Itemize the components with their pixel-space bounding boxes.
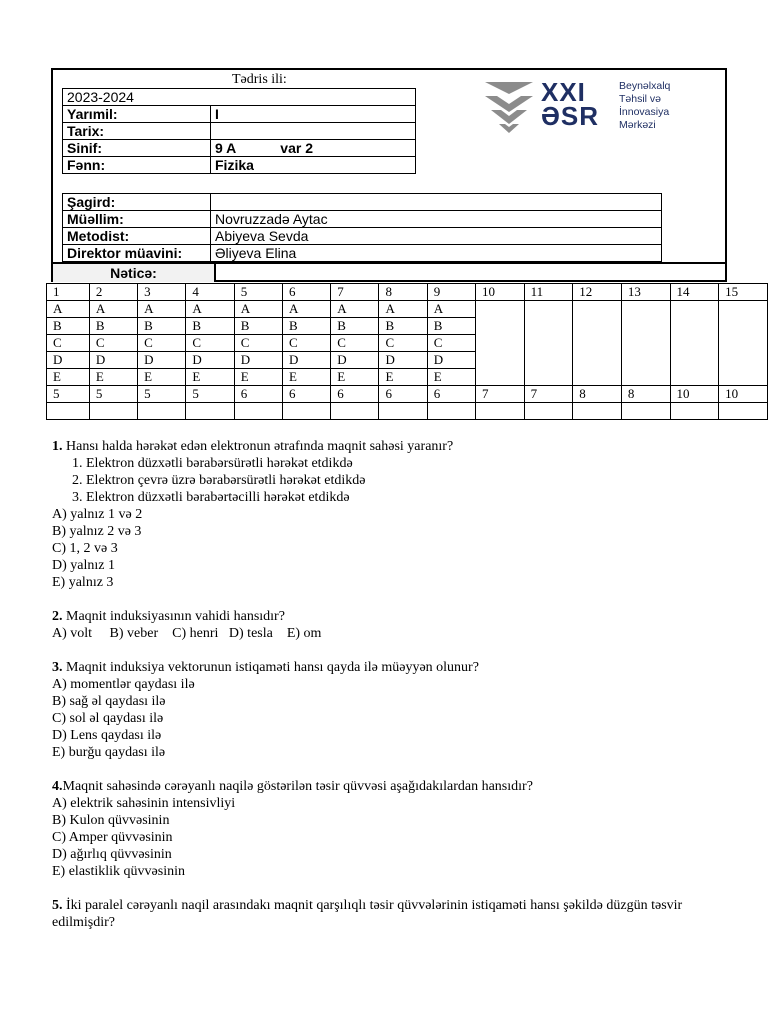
answer-grid-option-cell[interactable]: C — [47, 335, 90, 352]
question-1-option-d: D) yalnız 1 — [52, 558, 115, 573]
answer-grid-question-number: 1 — [47, 284, 90, 301]
answer-grid-points-cell: 6 — [282, 386, 330, 403]
answer-grid-option-cell[interactable]: E — [89, 369, 137, 386]
question-5-number: 5. — [52, 898, 63, 913]
answer-grid-option-cell[interactable]: A — [47, 301, 90, 318]
subject-value: Fizika — [211, 157, 416, 174]
answer-grid-points-cell: 6 — [427, 386, 475, 403]
answer-grid-option-cell[interactable]: B — [186, 318, 234, 335]
answer-grid-score-cell[interactable] — [427, 403, 475, 420]
question-4-option-d: D) ağırlıq qüvvəsinin — [52, 847, 172, 862]
logo-wordmark — [541, 77, 599, 131]
answer-grid-question-number: 11 — [524, 284, 573, 301]
answer-grid-option-cell[interactable]: D — [427, 352, 475, 369]
question-5 — [52, 897, 722, 931]
answer-grid-option-cell[interactable]: B — [89, 318, 137, 335]
logo-caption-line-2: Təhsil və — [619, 93, 662, 105]
class-name: 9 A — [215, 140, 237, 156]
methodist-value: Abiyeva Sevda — [211, 228, 662, 245]
answer-grid-points-cell: 5 — [89, 386, 137, 403]
methodist-label: Metodist: — [63, 228, 211, 245]
logo-caption — [619, 80, 670, 132]
logo-caption-line-4: Mərkəzi — [619, 119, 656, 131]
question-4-option-c: C) Amper qüvvəsinin — [52, 830, 173, 845]
answer-grid-option-cell[interactable]: E — [331, 369, 379, 386]
answer-grid-option-cell[interactable]: E — [47, 369, 90, 386]
question-3-option-d: D) Lens qaydası ilə — [52, 728, 162, 743]
answer-grid-score-cell[interactable] — [138, 403, 186, 420]
answer-grid-option-cell[interactable]: B — [427, 318, 475, 335]
answer-grid-option-cell[interactable]: C — [379, 335, 427, 352]
answer-grid-option-cell[interactable]: A — [331, 301, 379, 318]
semester-value: I — [211, 106, 416, 123]
question-3-option-e: E) burğu qaydası ilə — [52, 745, 166, 760]
question-1-statement-3: 3. Elektron düzxətli bərabərtəcilli hərəkət etdikdə — [72, 490, 350, 505]
question-2-prompt: Maqnit induksiyasının vahidi hansıdır? — [66, 609, 285, 624]
answer-grid-question-number: 8 — [379, 284, 427, 301]
question-4-number: 4. — [52, 779, 63, 794]
answer-grid-score-cell[interactable] — [719, 403, 768, 420]
answer-grid-option-cell[interactable]: D — [89, 352, 137, 369]
answer-grid-option-cell[interactable]: A — [234, 301, 282, 318]
answer-grid-score-cell[interactable] — [524, 403, 573, 420]
result-label: Nəticə: — [53, 264, 216, 282]
logo-mark-icon — [483, 80, 535, 134]
answer-grid-option-cell[interactable]: A — [138, 301, 186, 318]
answer-grid-score-cell[interactable] — [47, 403, 90, 420]
answer-grid-option-cell[interactable]: C — [186, 335, 234, 352]
answer-grid-score-cell[interactable] — [573, 403, 622, 420]
answer-grid-option-cell[interactable]: B — [47, 318, 90, 335]
answer-grid-option-cell[interactable]: B — [331, 318, 379, 335]
answer-grid-score-cell[interactable] — [186, 403, 234, 420]
teacher-value: Novruzzadə Aytac — [211, 211, 662, 228]
student-label: Şagird: — [63, 194, 211, 211]
answer-grid-option-cell[interactable]: D — [138, 352, 186, 369]
question-1-option-e: E) yalnız 3 — [52, 575, 114, 590]
class-value — [211, 140, 416, 157]
logo-wordmark-line-1: XXI — [541, 77, 586, 107]
answer-grid-score-cell[interactable] — [331, 403, 379, 420]
answer-grid-question-number: 14 — [670, 284, 719, 301]
answer-grid-question-number: 10 — [476, 284, 525, 301]
answer-grid-option-cell[interactable]: C — [331, 335, 379, 352]
deputy-director-label: Direktor müavini: — [63, 245, 211, 262]
answer-grid-option-cell[interactable]: D — [234, 352, 282, 369]
answer-grid-points-cell: 8 — [621, 386, 670, 403]
answer-grid-score-cell[interactable] — [476, 403, 525, 420]
answer-grid-points-cell: 8 — [573, 386, 622, 403]
answer-grid-score-row — [47, 403, 768, 420]
question-1-text — [52, 438, 722, 455]
logo-wordmark-line-2: ƏSR — [541, 101, 599, 131]
answer-grid-score-cell[interactable] — [89, 403, 137, 420]
answer-grid-option-cell[interactable]: B — [234, 318, 282, 335]
answer-grid-option-cell[interactable]: D — [282, 352, 330, 369]
question-2-options: A) volt B) veber C) henri D) tesla E) om — [52, 626, 322, 641]
deputy-director-value: Əliyeva Elina — [211, 245, 662, 262]
answer-grid-option-cell[interactable]: E — [282, 369, 330, 386]
answer-grid-header-row — [47, 284, 768, 301]
answer-grid-points-cell: 7 — [476, 386, 525, 403]
answer-grid-option-cell[interactable]: A — [186, 301, 234, 318]
answer-grid-option-cell[interactable]: D — [47, 352, 90, 369]
answer-grid-option-cell[interactable]: D — [186, 352, 234, 369]
question-2 — [52, 608, 722, 642]
question-3 — [52, 659, 722, 761]
question-4-option-b: B) Kulon qüvvəsinin — [52, 813, 170, 828]
answer-grid-question-number: 15 — [719, 284, 768, 301]
question-2-number: 2. — [52, 609, 63, 624]
academic-year-value: 2023-2024 — [63, 89, 416, 106]
questions — [52, 438, 722, 948]
answer-grid-option-cell[interactable]: B — [138, 318, 186, 335]
answer-grid-question-number: 3 — [138, 284, 186, 301]
answer-grid-option-cell[interactable]: D — [379, 352, 427, 369]
question-1-option-a: A) yalnız 1 və 2 — [52, 507, 143, 522]
question-4-text — [52, 778, 722, 795]
answer-grid-option-cell[interactable]: D — [331, 352, 379, 369]
logo — [477, 72, 673, 138]
question-4-prompt: Maqnit sahəsində cərəyanlı naqilə göstərilən təsir qüvvəsi aşağıdakılardan hansıdır? — [62, 779, 533, 794]
answer-grid-question-number: 7 — [331, 284, 379, 301]
answer-grid-option-cell[interactable]: C — [234, 335, 282, 352]
question-3-option-a: A) momentlər qaydası ilə — [52, 677, 195, 692]
question-3-option-b: B) sağ əl qaydası ilə — [52, 694, 166, 709]
answer-grid-points-cell: 6 — [234, 386, 282, 403]
subject-label: Fənn: — [63, 157, 211, 174]
question-1-option-b: B) yalnız 2 və 3 — [52, 524, 142, 539]
answer-grid-option-cell[interactable]: A — [427, 301, 475, 318]
answer-grid-option-cell[interactable]: C — [138, 335, 186, 352]
question-1-statement-2: 2. Elektron çevrə üzrə bərabərsürətli hərəkət etdikdə — [72, 473, 366, 488]
question-1-option-c: C) 1, 2 və 3 — [52, 541, 118, 556]
answer-grid — [46, 283, 768, 420]
logo-caption-line-1: Beynəlxalq — [619, 80, 671, 92]
answer-grid-question-number: 13 — [621, 284, 670, 301]
question-3-number: 3. — [52, 660, 63, 675]
question-2-text — [52, 608, 722, 625]
answer-grid-open-answer-cell[interactable] — [476, 301, 525, 386]
question-4-option-e: E) elastiklik qüvvəsinin — [52, 864, 185, 879]
variant-value: var 2 — [280, 140, 313, 156]
info-table — [62, 88, 416, 174]
question-1-number: 1. — [52, 439, 63, 454]
answer-grid-points-cell: 5 — [186, 386, 234, 403]
answer-grid-question-number: 12 — [573, 284, 622, 301]
answer-grid-option-cell[interactable]: E — [379, 369, 427, 386]
answer-grid-option-cell[interactable]: E — [186, 369, 234, 386]
question-1 — [52, 438, 722, 591]
answer-grid-option-cell[interactable]: E — [427, 369, 475, 386]
answer-grid-option-cell[interactable]: C — [282, 335, 330, 352]
result-row — [53, 262, 727, 282]
date-value — [211, 123, 416, 140]
answer-grid-question-number: 4 — [186, 284, 234, 301]
answer-grid-open-answer-cell[interactable] — [621, 301, 670, 386]
answer-grid-score-cell[interactable] — [621, 403, 670, 420]
answer-grid-open-answer-cell[interactable] — [719, 301, 768, 386]
question-4-option-a: A) elektrik sahəsinin intensivliyi — [52, 796, 236, 811]
question-3-prompt: Maqnit induksiya vektorunun istiqaməti hansı qayda ilə müəyyən olunur? — [66, 660, 479, 675]
answer-grid-score-cell[interactable] — [379, 403, 427, 420]
answer-grid-question-number: 9 — [427, 284, 475, 301]
answer-grid-option-cell[interactable]: A — [89, 301, 137, 318]
question-4 — [52, 778, 722, 880]
answer-grid-option-cell[interactable]: C — [89, 335, 137, 352]
answer-grid-question-number: 5 — [234, 284, 282, 301]
answer-grid-option-cell[interactable]: C — [427, 335, 475, 352]
answer-grid-option-row — [47, 301, 768, 318]
answer-grid-option-cell[interactable]: A — [282, 301, 330, 318]
answer-grid-points-cell: 5 — [138, 386, 186, 403]
answer-grid-open-answer-cell[interactable] — [524, 301, 573, 386]
answer-grid-score-cell[interactable] — [670, 403, 719, 420]
answer-grid-option-cell[interactable]: E — [234, 369, 282, 386]
question-3-text — [52, 659, 722, 676]
answer-grid-points-row — [47, 386, 768, 403]
logo-caption-line-3: İnnovasiya — [619, 106, 670, 118]
class-label: Sinif: — [63, 140, 211, 157]
answer-grid-option-cell[interactable]: E — [138, 369, 186, 386]
answer-grid-open-answer-cell[interactable] — [670, 301, 719, 386]
student-value — [211, 194, 662, 211]
answer-grid-question-number: 6 — [282, 284, 330, 301]
teacher-label: Müəllim: — [63, 211, 211, 228]
staff-table — [62, 193, 662, 262]
answer-grid-question-number: 2 — [89, 284, 137, 301]
answer-grid-option-cell[interactable]: B — [379, 318, 427, 335]
academic-year-caption: Tədris ili: — [232, 72, 287, 87]
question-5-prompt: İki paralel cərəyanlı naqil arasındakı maqnit qarşılıqlı təsir qüvvələrinin istiqaməti hansı şəkildə düzgün təsvir edilmişdir? — [52, 898, 683, 930]
answer-grid-points-cell: 10 — [670, 386, 719, 403]
answer-grid-score-cell[interactable] — [282, 403, 330, 420]
answer-grid-points-cell: 6 — [379, 386, 427, 403]
answer-grid-points-cell: 6 — [331, 386, 379, 403]
answer-grid-option-cell[interactable]: B — [282, 318, 330, 335]
semester-label: Yarımil: — [63, 106, 211, 123]
question-5-text — [52, 897, 722, 931]
answer-grid-score-cell[interactable] — [234, 403, 282, 420]
answer-grid-option-cell[interactable]: A — [379, 301, 427, 318]
date-label: Tarix: — [63, 123, 211, 140]
answer-grid-points-cell: 5 — [47, 386, 90, 403]
question-3-option-c: C) sol əl qaydası ilə — [52, 711, 164, 726]
answer-grid-open-answer-cell[interactable] — [573, 301, 622, 386]
question-1-statement-1: 1. Elektron düzxətli bərabərsürətli hərəkət etdikdə — [72, 456, 353, 471]
question-1-prompt: Hansı halda hərəkət edən elektronun ətrafında maqnit sahəsi yaranır? — [66, 439, 454, 454]
answer-grid-points-cell: 7 — [524, 386, 573, 403]
answer-grid-points-cell: 10 — [719, 386, 768, 403]
